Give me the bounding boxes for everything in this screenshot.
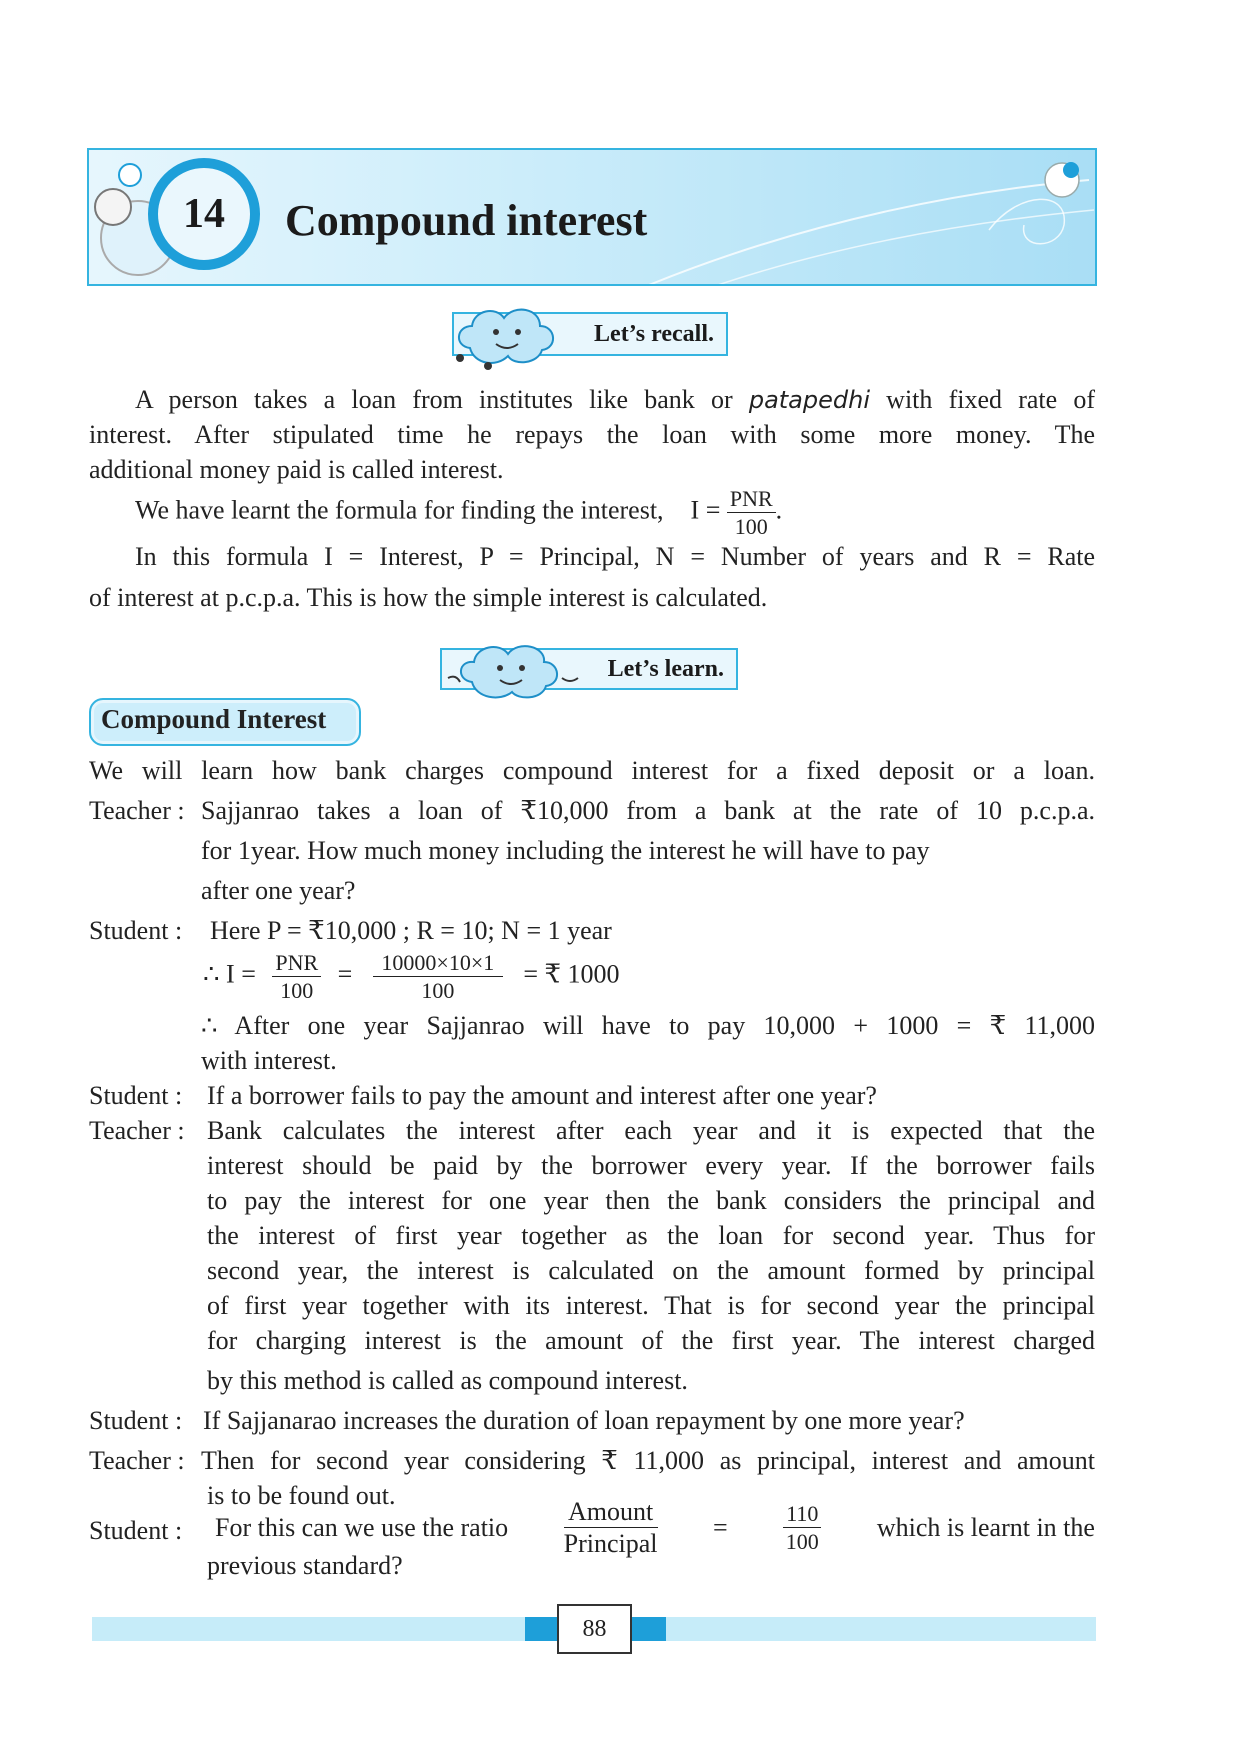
lets-recall-label: Let’s recall.	[594, 320, 714, 347]
ratio-fraction-words: $\frac{\text{Amount}}{\text{Principal}}$	[563, 1497, 658, 1559]
dialogue-6-line-2: is to be found out.	[207, 1481, 396, 1510]
cloud-mascot-icon-2	[442, 638, 582, 702]
term-patapedhi: patapedhi	[748, 386, 870, 414]
recall-definitions-line-2: of interest at p.c.p.a. This is how the simple interest is calculated.	[89, 583, 768, 612]
dialogue-4-line: by this method is called as compound interest.	[207, 1366, 688, 1395]
chapter-title: Compound interest	[285, 196, 648, 245]
footer-accent-right	[632, 1617, 666, 1641]
formula-denominator: 100	[734, 514, 768, 540]
formula-intro: We have learnt the formula for finding the interest,	[135, 495, 664, 525]
dialogue-7-line-2: previous standard?	[207, 1551, 403, 1580]
footer-accent-left	[525, 1617, 559, 1641]
dialogue-6-speaker: Teacher :	[89, 1446, 185, 1475]
learn-intro: We will learn how bank charges compound interest for a fixed deposit or a loan.	[89, 756, 1095, 785]
calc-equals: =	[337, 959, 353, 989]
dialogue-4-speaker: Teacher :	[89, 1116, 185, 1145]
dialogue-2-line-4: with interest.	[201, 1046, 337, 1075]
dialogue-5-speaker: Student :	[89, 1406, 183, 1435]
page-number: 88	[557, 1604, 632, 1654]
dialogue-6-line-1: Then for second year considering ₹ 11,000 as principal, interest and amount	[201, 1446, 1095, 1475]
dialogue-3-line-1: If a borrower fails to pay the amount and interest after one year?	[207, 1081, 877, 1110]
formula-fraction	[727, 487, 776, 538]
ratio-equals: =	[713, 1512, 728, 1542]
ratio-tail: which is learnt in the	[876, 1512, 1095, 1542]
dialogue-1-speaker: Teacher :	[89, 796, 185, 825]
lets-learn-label: Let’s learn.	[607, 655, 724, 682]
dialogue-1-line-3: after one year?	[201, 876, 356, 905]
recall-paragraph-line-3: additional money paid is called interest.	[89, 455, 504, 484]
dialogue-2-line-1: Here P = ₹10,000 ; R = 10; N = 1 year	[210, 916, 612, 945]
dialogue-4-line: for charging interest is the amount of the first year. The interest charged	[207, 1326, 1095, 1355]
formula-lhs: I =	[690, 495, 721, 525]
cloud-mascot-icon	[452, 300, 562, 370]
dialogue-7-speaker: Student :	[89, 1516, 183, 1545]
recall-paragraph-line-1: A person takes a loan from institutes like bank or patapedhi with fixed rate of	[135, 385, 1095, 414]
decor-circle-small	[118, 163, 142, 187]
calc-result: = ₹ 1000	[523, 959, 620, 989]
dialogue-2-speaker: Student :	[89, 916, 183, 945]
compound-interest-subheading: Compound Interest	[89, 698, 361, 746]
formula-numerator: PNR	[727, 487, 776, 513]
dialogue-4-line: interest should be paid by the borrower every year. If the borrower fails	[207, 1151, 1095, 1180]
dialogue-1-line-1: Sajjanrao takes a loan of ₹10,000 from a bank at the rate of 10 p.c.p.a.	[201, 796, 1095, 825]
chapter-number: 14	[183, 191, 225, 237]
dialogue-5-line-1: If Sajjanarao increases the duration of loan repayment by one more year?	[203, 1406, 965, 1435]
dialogue-4-line: of first year together with its interest. That is for second year the principal	[207, 1291, 1095, 1320]
dialogue-2-line-3: ∴ After one year Sajjanrao will have to pay 10,000 + 1000 = ₹ 11,000	[201, 1011, 1095, 1040]
dialogue-4-line: the interest of first year together as the loan for second year. Thus for	[207, 1221, 1095, 1250]
formula-line: We have learnt the formula for finding the interest, I = $\frac{\text{PNR}}{100}$ .	[135, 486, 783, 540]
recall-definitions-line-1: In this formula I = Interest, P = Principal, N = Number of years and R = Rate	[135, 542, 1095, 571]
calc-fraction-2: $\frac{10000\times 10\times 1}{100}$	[373, 951, 503, 1002]
calc-fraction-1: $\frac{\text{PNR}}{100}$	[272, 951, 321, 1002]
dialogue-1-line-2: for 1year. How much money including the interest he will have to pay	[201, 836, 930, 865]
dialogue-4-line: Bank calculates the interest after each year and it is expected that the	[207, 1116, 1095, 1145]
ratio-intro: For this can we use the ratio	[215, 1512, 509, 1542]
ratio-fraction-numbers: $\frac{110}{100}$	[783, 1502, 821, 1553]
decor-circle-grey	[94, 188, 132, 226]
dialogue-4-line: to pay the interest for one year then the bank considers the principal and	[207, 1186, 1095, 1215]
recall-paragraph-line-2: interest. After stipulated time he repays the loan with some more money. The	[89, 420, 1095, 449]
dialogue-3-speaker: Student :	[89, 1081, 183, 1110]
dialogue-4-line: second year, the interest is calculated on the amount formed by principal	[207, 1256, 1095, 1285]
calc-prefix: ∴ I =	[203, 959, 256, 989]
interest-calculation	[203, 951, 620, 1002]
